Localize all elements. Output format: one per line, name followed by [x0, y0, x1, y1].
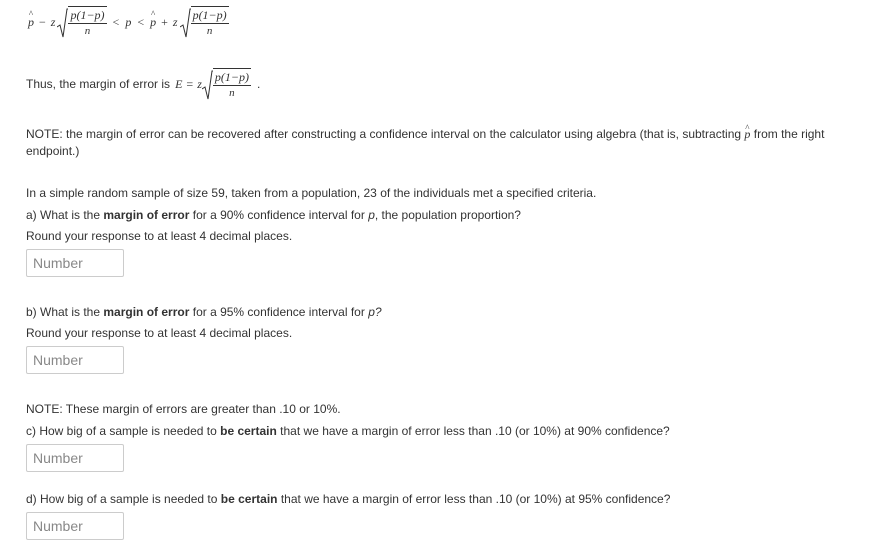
radical-icon	[202, 70, 213, 100]
fraction-numerator: p(1−p)	[214, 70, 249, 84]
question-d-bold: be certain	[220, 492, 278, 506]
fraction-numerator: p(1−p)	[192, 8, 227, 22]
question-c-text	[26, 424, 670, 438]
question-b-before: b) What is the	[26, 305, 101, 319]
question-a-before: a) What is the	[26, 208, 101, 222]
sqrt-expression-margin	[202, 68, 251, 100]
sqrt-expression-right	[180, 6, 229, 38]
question-b-var: p?	[368, 305, 382, 319]
question-c-bold: be certain	[220, 424, 277, 438]
answer-a-input[interactable]	[26, 249, 124, 277]
p-hat-symbol-3: ^ p	[744, 126, 750, 143]
problem-intro: In a simple random sample of size 59, taken from a population, 23 of the individuals met a specified criteria.	[26, 186, 597, 200]
z-symbol: z	[50, 14, 56, 29]
sqrt-expression-left	[57, 6, 106, 38]
e-symbol: E	[175, 76, 183, 91]
fraction-denominator: n	[229, 87, 235, 99]
question-d-before: d) How big of a sample is needed to	[26, 492, 218, 506]
margin-of-error-statement	[26, 68, 260, 100]
question-a-round: Round your response to at least 4 decimal places.	[26, 229, 293, 243]
plus-sign: +	[161, 14, 168, 29]
fraction-denominator: n	[206, 25, 213, 37]
question-a-after: , the population proportion?	[374, 208, 521, 222]
note-recover-margin	[26, 126, 846, 160]
note1-after: from the right endpoint.)	[26, 127, 825, 158]
fraction-numerator: p(1−p)	[70, 8, 105, 22]
note1-before: NOTE: the margin of error can be recovered after constructing a confidence interval on the calculator using algebra (that is, subtracting	[26, 127, 742, 141]
question-b-middle: for a 95% confidence interval for	[192, 305, 365, 319]
question-d-after: that we have a margin of error less than .10 (or 10%) at 95% confidence?	[280, 492, 671, 506]
question-a-bold: margin of error	[103, 208, 190, 222]
answer-b-input[interactable]	[26, 346, 124, 374]
fraction-margin	[213, 70, 251, 100]
less-than-sign-2: <	[137, 14, 145, 29]
less-than-sign: <	[112, 14, 120, 29]
margin-prefix: Thus, the margin of error is	[26, 77, 171, 91]
question-b-bold: margin of error	[103, 305, 190, 319]
confidence-interval-formula	[28, 6, 229, 38]
fraction-denominator: n	[84, 25, 91, 37]
question-b-round: Round your response to at least 4 decimal places.	[26, 326, 293, 340]
minus-sign: −	[39, 14, 46, 29]
question-c-after: that we have a margin of error less than .10 (or 10%) at 90% confidence?	[280, 424, 670, 438]
question-c-before: c) How big of a sample is needed to	[26, 424, 217, 438]
radical-icon	[180, 8, 191, 38]
z-symbol-3: z	[197, 76, 202, 91]
question-a-text	[26, 208, 521, 222]
question-d-text	[26, 492, 670, 506]
fraction-left	[68, 8, 106, 38]
question-a-var: p	[368, 208, 375, 222]
question-b-text	[26, 305, 382, 319]
fraction-right	[191, 8, 229, 38]
equals-sign: =	[186, 76, 194, 91]
period: .	[256, 77, 261, 91]
answer-d-input[interactable]	[26, 512, 124, 540]
p-symbol: p	[125, 14, 132, 29]
answer-c-input[interactable]	[26, 444, 124, 472]
p-hat-symbol: ^ p	[28, 15, 34, 30]
z-symbol-2: z	[172, 14, 178, 29]
radical-icon	[57, 8, 68, 38]
question-a-middle: for a 90% confidence interval for	[192, 208, 365, 222]
note-margin-greater: NOTE: These margin of errors are greater than .10 or 10%.	[26, 402, 341, 416]
p-hat-symbol-2: ^ p	[150, 15, 156, 30]
